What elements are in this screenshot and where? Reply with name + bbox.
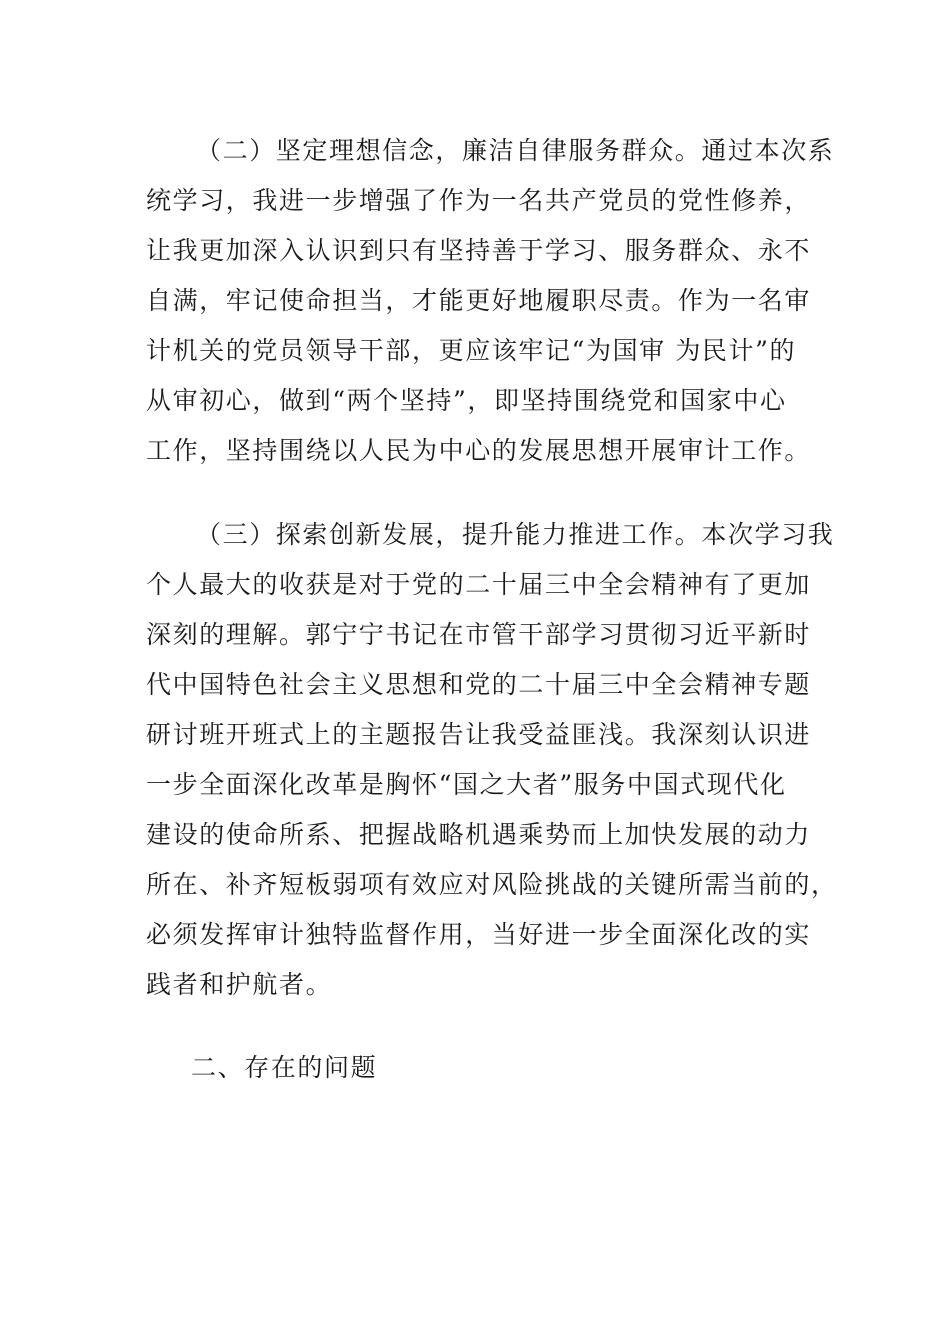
paragraph-line: 研讨班开班式上的主题报告让我受益匪浅。我深刻认识进: [146, 720, 812, 749]
paragraph-line: 工作，坚持围绕以人民为中心的发展思想开展审计工作。: [146, 436, 812, 465]
paragraph-line: 践者和护航者。: [146, 970, 333, 999]
paragraph-line: 代中国特色社会主义思想和党的二十届三中全会精神专题: [146, 670, 812, 699]
paragraph-innovation: [146, 510, 838, 1010]
paragraph-line: 从审初心，做到“两个坚持”，即坚持围绕党和国家中心: [146, 386, 787, 415]
paragraph-line: 必须发挥审计独特监督作用，当好进一步全面深化改的实: [146, 920, 812, 949]
section-heading: 二、存在的问题: [191, 1053, 378, 1082]
paragraph-line: 所在、补齐短板弱项有效应对风险挑战的关键所需当前的，: [146, 870, 838, 899]
paragraph-line: 建设的使命所系、把握战略机遇乘势而上加快发展的动力: [146, 820, 812, 849]
paragraph-line: 个人最大的收获是对于党的二十届三中全会精神有了更加: [146, 570, 812, 599]
paragraph-line: （二）坚定理想信念，廉洁自律服务群众。通过本次系: [196, 136, 835, 165]
paragraph-firm-ideals: [146, 126, 835, 476]
paragraph-line: 一步全面深化改革是胸怀“国之大者”服务中国式现代化: [146, 770, 787, 799]
paragraph-line: 让我更加深入认识到只有坚持善于学习、服务群众、永不: [146, 236, 812, 265]
paragraph-line: 自满，牢记使命担当，才能更好地履职尽责。作为一名审: [146, 286, 812, 315]
section-heading-block: [146, 1043, 808, 1093]
paragraph-line: 计机关的党员领导干部，更应该牢记“为国审 为民计”的: [146, 336, 797, 365]
paragraph-line: 统学习，我进一步增强了作为一名共产党员的党性修养，: [146, 186, 812, 215]
paragraph-line: （三）探索创新发展，提升能力推进工作。本次学习我: [196, 520, 835, 549]
paragraph-line: 深刻的理解。郭宁宁书记在市管干部学习贯彻习近平新时: [146, 620, 812, 649]
